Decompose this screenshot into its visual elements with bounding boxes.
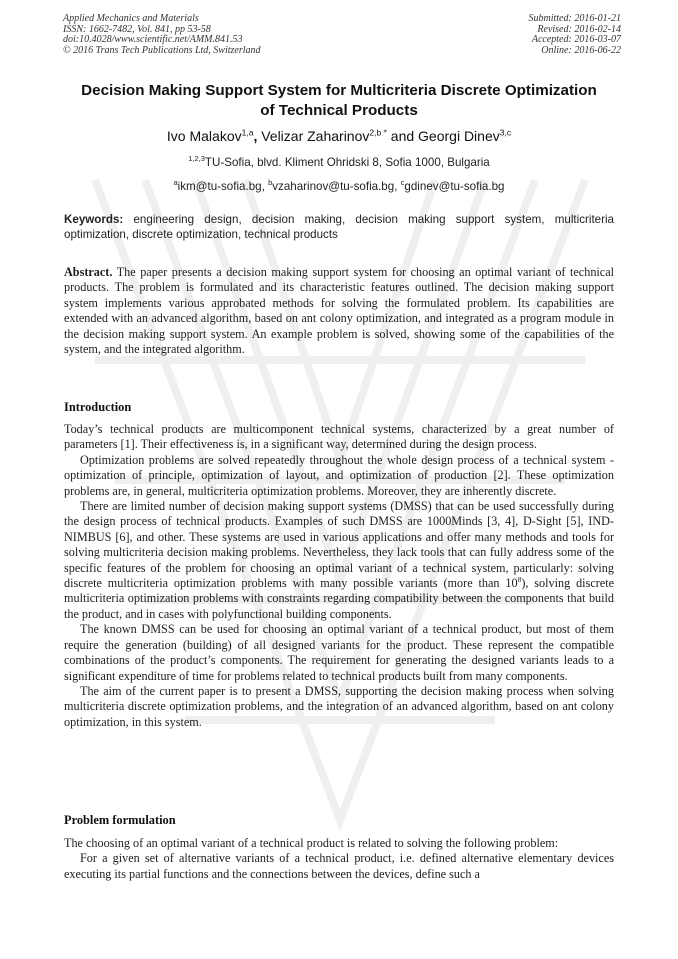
problem-formulation-section (64, 836, 614, 882)
doi: doi:10.4028/www.scientific.net/AMM.841.53 (63, 34, 243, 46)
section-heading-introduction: Introduction (64, 400, 132, 414)
article-dates (529, 14, 622, 56)
paragraph: For a given set of alternative variants of a technical product, i.e. defined alternative elementary devices executing its partial functions and the connections between the devices, define such a (64, 851, 614, 881)
online-date: Online: 2016-06-22 (541, 44, 621, 56)
paper-title (40, 81, 638, 120)
paragraph: The known DMSS can be used for choosing an optimal variant of a technical product, but most of them require the generation (building) of all designed variants for the product. These represent the compatible combinations of the product’s components. The requirement for generating the designed variants leads to a significant expenditure of time for problems related to technical products built from many components. (64, 622, 614, 683)
author-name: Ivo Malakov (166, 128, 242, 144)
keywords-label: Keywords: (64, 213, 124, 226)
title-line-1: Decision Making Support System for Multicriteria Discrete Optimization (81, 82, 597, 99)
author-emails (40, 180, 638, 193)
author-list (40, 128, 638, 144)
email: ikm@tu-sofia.bg, (177, 180, 269, 193)
affiliation (40, 156, 638, 169)
accepted-date: Accepted: 2016-03-07 (531, 34, 621, 46)
email-mark: a (173, 178, 178, 188)
abstract (64, 265, 614, 357)
introduction-section (64, 422, 614, 730)
abstract-label: Abstract. (64, 265, 113, 279)
abstract-text: The paper presents a decision making support system for choosing an optimal variant of technical products. The problem is formulated and its characteristic features outlined. The decision making support system implements various approbated methods for solving the formulated problem. Its capabilities are extended with an advanced algorithm, based on ant colony optimization, and integrated as a program module in the decision making support system. An example problem is solved, showing some of the capabilities of the system, and the integrated algorithm. (64, 265, 614, 357)
article-metadata (63, 14, 621, 56)
abstract-paragraph (64, 265, 614, 357)
affiliation-mark: 1,2,3 (188, 154, 205, 164)
submitted-date: Submitted: 2016-01-21 (528, 13, 621, 24)
email-mark: c (400, 178, 405, 188)
journal-info (63, 14, 261, 56)
paragraph: Optimization problems are solved repeatedly throughout the whole design process of a technical system - optimization of principle, optimization of layout, and optimization of production [2]. These optimization problems are, in general, multicriteria optimization problems. Moreover, they are inherently discrete. (64, 452, 614, 498)
paragraph: Today’s technical products are multicomponent technical systems, characterized by a great number of parameters [1]. Their effectiveness is, in a significant way, determined during the design process. (64, 422, 614, 452)
author-name: Velizar Zaharinov (261, 128, 370, 144)
author-separator: , (253, 128, 262, 144)
author-separator: and (386, 128, 419, 144)
paragraph (64, 499, 614, 622)
email: vzaharinov@tu-sofia.bg, (272, 180, 401, 193)
title-line-2: of Technical Products (260, 101, 418, 119)
journal-name: Applied Mechanics and Materials (63, 13, 199, 24)
section-heading-problem-formulation: Problem formulation (64, 813, 176, 827)
author-affiliation-mark: 1,a (241, 127, 254, 138)
affiliation-text: TU-Sofia, blvd. Kliment Ohridski 8, Sofia 1000, Bulgaria (204, 156, 490, 169)
author-affiliation-mark: 2,b * (369, 127, 387, 138)
paragraph: The aim of the current paper is to present a DMSS, supporting the decision making process when solving multicriteria discrete optimization problems, and the integration of an advanced algorithm, based on ant colony optimization, in this system. (64, 683, 614, 729)
author-affiliation-mark: 3,c (499, 127, 512, 138)
keywords (64, 212, 614, 242)
exponent: 8 (517, 575, 522, 584)
email-mark: b (268, 178, 273, 188)
paragraph-text: There are limited number of decision making support systems (DMSS) that can be used successfully during the design process of technical products. Examples of such DMSS are 1000Minds [3, 4], D-Sight [5], IND-NIMBUS [6], and other. These systems are used in various applications and offer many methods and tools for solving multicriteria decision making problems. Nevertheless, they lack tools that can fully address some of the specific features of the problem for choosing an optimal variant of a technical system, particularly: solving discrete multicriteria optimization problems with many possible variants (more than 10 (64, 499, 614, 591)
keywords-text: engineering design, decision making, decision making support system, multicriteria optimization, discrete optimization, technical products (64, 213, 614, 241)
paragraph-text: ), solving discrete multicriteria optimization problems with constraints regarding compatibility between the components that build the product, and in cases with polyfunctional building components. (64, 576, 614, 621)
issn: ISSN: 1662-7482, Vol. 841, pp 53-58 (63, 23, 211, 35)
author-name: Georgi Dinev (418, 128, 500, 144)
copyright: © 2016 Trans Tech Publications Ltd, Switzerland (63, 44, 261, 56)
revised-date: Revised: 2016-02-14 (537, 23, 621, 35)
paragraph: The choosing of an optimal variant of a technical product is related to solving the following problem: (64, 836, 559, 850)
email: gdinev@tu-sofia.bg (404, 180, 505, 193)
